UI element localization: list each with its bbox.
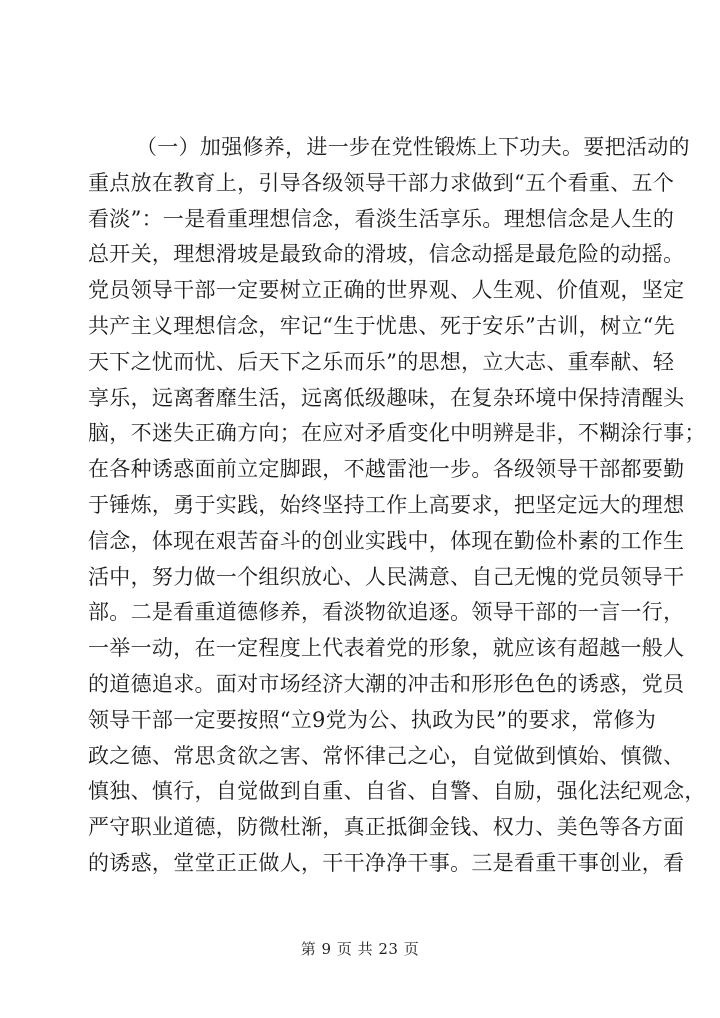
text-line: 看淡”：一是看重理想信念，看淡生活享乐。理想信念是人生的 xyxy=(88,206,675,231)
text-line: 的诱惑，堂堂正正做人，干干净净干事。三是看重干事创业，看 xyxy=(88,850,685,875)
text-line: 总开关，理想滑坡是最致命的滑坡，信念动摇是最危险的动摇。 xyxy=(88,242,685,267)
text-line: 政之德、常思贪欲之害、常怀律己之心，自觉做到慎始、慎微、 xyxy=(88,743,685,768)
text-line: 共产主义理想信念，牢记“生于忧患、死于安乐”古训，树立“先 xyxy=(88,313,675,338)
text-line: 党员领导干部一定要树立正确的世界观、人生观、价值观，坚定 xyxy=(88,278,685,303)
text-line: 于锤炼，勇于实践，始终坚持工作上高要求，把坚定远大的理想 xyxy=(88,492,685,517)
text-line: 享乐，远离奢靡生活，远离低级趣味，在复杂环境中保持清醒头 xyxy=(88,385,685,410)
text-line: 部。二是看重道德修养，看淡物欲追逐。领导干部的一言一行， xyxy=(88,600,685,625)
page-footer: 第 9 页 共 23 页 xyxy=(300,940,420,958)
text-line: 活中，努力做一个组织放心、人民满意、自己无愧的党员领导干 xyxy=(88,564,685,589)
text-line: 信念，体现在艰苦奋斗的创业实践中，体现在勤俭朴素的工作生 xyxy=(88,528,685,553)
text-line: 严守职业道德，防微杜渐，真正抵御金钱、权力、美色等各方面 xyxy=(88,815,685,840)
text-line: （一）加强修养，进一步在党性锻炼上下功夫。要把活动的 xyxy=(136,135,690,159)
text-line: 一举一动，在一定程度上代表着党的形象，就应该有超越一般人 xyxy=(88,636,685,661)
text-line: 慎独、慎行，自觉做到自重、自省、自警、自励，强化法纪观念， xyxy=(88,779,706,804)
text-line: 的道德追求。面对市场经济大潮的冲击和形形色色的诱惑，党员 xyxy=(88,671,685,696)
text-line: 天下之忧而忧、后天下之乐而乐”的思想，立大志、重奉献、轻 xyxy=(88,349,675,374)
text-line: 在各种诱惑面前立定脚跟，不越雷池一步。各级领导干部都要勤 xyxy=(88,457,685,482)
text-line: 重点放在教育上，引导各级领导干部力求做到“五个看重、五个 xyxy=(88,170,675,195)
body-paragraph xyxy=(88,130,706,882)
text-line: 脑，不迷失正确方向；在应对矛盾变化中明辨是非，不糊涂行事； xyxy=(88,421,706,446)
text-line: 领导干部一定要按照“立9党为公、执政为民”的要求，常修为 xyxy=(88,707,657,732)
